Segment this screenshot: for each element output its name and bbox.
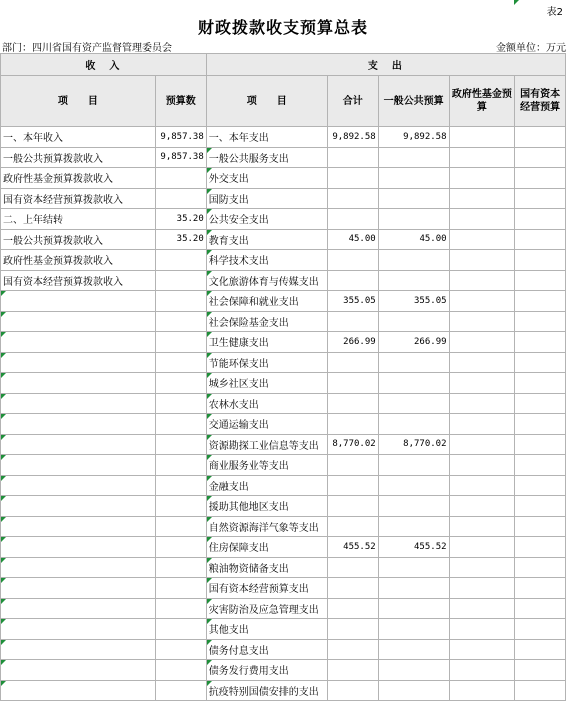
expense-item-cell[interactable]: 商业服务业等支出 (206, 455, 327, 476)
income-item-cell[interactable]: 政府性基金预算拨款收入 (1, 250, 156, 271)
general-budget-cell[interactable]: 455.52 (378, 537, 449, 558)
expense-group-header: 支 出 (206, 54, 565, 76)
table-row (1, 393, 566, 414)
expense-item-header: 项 目 (206, 76, 327, 127)
income-amount-cell[interactable] (155, 332, 206, 353)
state-capital-budget-cell[interactable] (515, 475, 566, 496)
expense-item-cell[interactable]: 节能环保支出 (206, 352, 327, 373)
income-amount-cell[interactable] (155, 250, 206, 271)
general-budget-cell[interactable] (378, 270, 449, 291)
gov-fund-budget-cell[interactable] (449, 168, 515, 189)
income-amount-cell[interactable] (155, 434, 206, 455)
state-capital-budget-cell[interactable] (515, 352, 566, 373)
general-budget-header: 一般公共预算 (378, 76, 449, 127)
department-label: 部门：四川省国有资产监督管理委员会 (2, 43, 172, 54)
table-row (1, 250, 566, 271)
general-budget-cell[interactable] (378, 598, 449, 619)
income-amount-cell[interactable] (155, 373, 206, 394)
expense-item-cell[interactable]: 国有资本经营预算支出 (206, 578, 327, 599)
expense-item-cell[interactable]: 资源勘探工业信息等支出 (206, 434, 327, 455)
income-item-cell[interactable]: 政府性基金预算拨款收入 (1, 168, 156, 189)
gov-fund-budget-cell[interactable] (449, 311, 515, 332)
general-budget-cell[interactable] (378, 209, 449, 230)
table-row (1, 229, 566, 250)
general-budget-cell[interactable] (378, 680, 449, 701)
state-capital-budget-cell[interactable] (515, 455, 566, 476)
state-capital-budget-cell[interactable] (515, 332, 566, 353)
gov-fund-budget-cell[interactable] (449, 127, 515, 148)
income-budget-header: 预算数 (155, 76, 206, 127)
expense-total-cell[interactable]: 45.00 (327, 229, 378, 250)
income-item-cell[interactable] (1, 414, 156, 435)
income-amount-cell[interactable] (155, 660, 206, 681)
state-capital-budget-cell[interactable] (515, 270, 566, 291)
state-capital-budget-cell[interactable] (515, 619, 566, 640)
income-amount-cell[interactable]: 35.20 (155, 229, 206, 250)
table-row (1, 188, 566, 209)
gov-fund-budget-cell[interactable] (449, 660, 515, 681)
gov-fund-budget-cell[interactable] (449, 332, 515, 353)
expense-item-cell[interactable]: 科学技术支出 (206, 250, 327, 271)
income-item-cell[interactable] (1, 516, 156, 537)
gov-fund-budget-cell[interactable] (449, 352, 515, 373)
expense-total-cell[interactable] (327, 352, 378, 373)
expense-total-cell[interactable] (327, 639, 378, 660)
state-capital-budget-cell[interactable] (515, 291, 566, 312)
table-row (1, 414, 566, 435)
expense-item-cell[interactable]: 一般公共服务支出 (206, 147, 327, 168)
expense-item-cell[interactable]: 住房保障支出 (206, 537, 327, 558)
expense-item-cell[interactable]: 农林水支出 (206, 393, 327, 414)
income-item-cell[interactable]: 一般公共预算拨款收入 (1, 229, 156, 250)
state-capital-budget-cell[interactable] (515, 147, 566, 168)
gov-fund-budget-cell[interactable] (449, 414, 515, 435)
general-budget-cell[interactable] (378, 147, 449, 168)
general-budget-cell[interactable] (378, 311, 449, 332)
general-budget-cell[interactable] (378, 188, 449, 209)
gov-fund-budget-cell[interactable] (449, 393, 515, 414)
state-capital-budget-cell[interactable] (515, 537, 566, 558)
gov-fund-budget-cell[interactable] (449, 557, 515, 578)
income-amount-cell[interactable] (155, 619, 206, 640)
expense-total-cell[interactable] (327, 373, 378, 394)
expense-total-cell[interactable] (327, 188, 378, 209)
gov-fund-budget-cell[interactable] (449, 475, 515, 496)
expense-total-cell[interactable] (327, 147, 378, 168)
income-group-header: 收 入 (1, 54, 207, 76)
expense-item-cell[interactable]: 社会保障和就业支出 (206, 291, 327, 312)
expense-item-cell[interactable]: 社会保险基金支出 (206, 311, 327, 332)
income-amount-cell[interactable] (155, 639, 206, 660)
expense-total-cell[interactable] (327, 578, 378, 599)
expense-total-cell[interactable] (327, 168, 378, 189)
general-budget-cell[interactable]: 9,892.58 (378, 127, 449, 148)
state-capital-budget-cell[interactable] (515, 496, 566, 517)
gov-fund-budget-cell[interactable] (449, 578, 515, 599)
table-row (1, 639, 566, 660)
header-row-groups (1, 54, 566, 76)
general-budget-cell[interactable] (378, 660, 449, 681)
expense-total-cell[interactable]: 8,770.02 (327, 434, 378, 455)
gov-fund-budget-header: 政府性基金预算 (449, 76, 515, 127)
general-budget-cell[interactable] (378, 373, 449, 394)
table-row (1, 455, 566, 476)
income-item-cell[interactable] (1, 578, 156, 599)
income-amount-cell[interactable] (155, 188, 206, 209)
income-amount-cell[interactable] (155, 311, 206, 332)
table-row (1, 578, 566, 599)
income-amount-cell[interactable] (155, 414, 206, 435)
expense-item-cell[interactable]: 文化旅游体育与传媒支出 (206, 270, 327, 291)
budget-table (0, 53, 566, 701)
expense-total-cell[interactable] (327, 557, 378, 578)
expense-total-cell[interactable] (327, 660, 378, 681)
income-amount-cell[interactable] (155, 270, 206, 291)
income-amount-cell[interactable] (155, 598, 206, 619)
income-amount-cell[interactable] (155, 475, 206, 496)
table-number: 表2 (546, 7, 563, 18)
state-capital-budget-cell[interactable] (515, 660, 566, 681)
general-budget-cell[interactable] (378, 352, 449, 373)
general-budget-cell[interactable] (378, 557, 449, 578)
income-item-cell[interactable]: 国有资本经营预算拨款收入 (1, 188, 156, 209)
income-item-cell[interactable] (1, 619, 156, 640)
income-item-cell[interactable] (1, 434, 156, 455)
expense-item-cell[interactable]: 灾害防治及应急管理支出 (206, 598, 327, 619)
income-item-cell[interactable] (1, 455, 156, 476)
state-capital-budget-cell[interactable] (515, 414, 566, 435)
table-row (1, 168, 566, 189)
gov-fund-budget-cell[interactable] (449, 188, 515, 209)
income-item-cell[interactable] (1, 393, 156, 414)
gov-fund-budget-cell[interactable] (449, 639, 515, 660)
expense-total-cell[interactable] (327, 270, 378, 291)
general-budget-cell[interactable] (378, 619, 449, 640)
expense-total-cell[interactable] (327, 414, 378, 435)
header-row-columns (1, 76, 566, 127)
table-row (1, 352, 566, 373)
income-item-cell[interactable] (1, 291, 156, 312)
income-item-cell[interactable] (1, 660, 156, 681)
expense-item-cell[interactable]: 城乡社区支出 (206, 373, 327, 394)
state-capital-budget-cell[interactable] (515, 209, 566, 230)
table-row (1, 127, 566, 148)
gov-fund-budget-cell[interactable] (449, 537, 515, 558)
expense-total-cell[interactable]: 455.52 (327, 537, 378, 558)
state-capital-budget-header: 国有资本经营预算 (515, 76, 566, 127)
expense-total-cell[interactable] (327, 311, 378, 332)
state-capital-budget-cell[interactable] (515, 188, 566, 209)
state-capital-budget-cell[interactable] (515, 578, 566, 599)
income-item-cell[interactable] (1, 475, 156, 496)
gov-fund-budget-cell[interactable] (449, 496, 515, 517)
income-item-cell[interactable]: 二、上年结转 (1, 209, 156, 230)
general-budget-cell[interactable] (378, 455, 449, 476)
general-budget-cell[interactable] (378, 578, 449, 599)
expense-item-cell[interactable]: 粮油物资储备支出 (206, 557, 327, 578)
gov-fund-budget-cell[interactable] (449, 291, 515, 312)
income-item-cell[interactable]: 一、本年收入 (1, 127, 156, 148)
state-capital-budget-cell[interactable] (515, 680, 566, 701)
expense-item-cell[interactable]: 其他支出 (206, 619, 327, 640)
income-item-cell[interactable] (1, 598, 156, 619)
expense-total-cell[interactable] (327, 250, 378, 271)
cell-comment-marker (514, 0, 519, 5)
expense-item-cell[interactable]: 抗疫特别国债安排的支出 (206, 680, 327, 701)
gov-fund-budget-cell[interactable] (449, 516, 515, 537)
income-amount-cell[interactable]: 35.20 (155, 209, 206, 230)
state-capital-budget-cell[interactable] (515, 127, 566, 148)
income-item-cell[interactable] (1, 537, 156, 558)
expense-total-cell[interactable]: 266.99 (327, 332, 378, 353)
state-capital-budget-cell[interactable] (515, 393, 566, 414)
general-budget-cell[interactable] (378, 414, 449, 435)
income-item-cell[interactable] (1, 373, 156, 394)
general-budget-cell[interactable] (378, 393, 449, 414)
gov-fund-budget-cell[interactable] (449, 209, 515, 230)
table-row (1, 373, 566, 394)
expense-item-cell[interactable]: 教育支出 (206, 229, 327, 250)
income-amount-cell[interactable] (155, 557, 206, 578)
income-item-cell[interactable]: 一般公共预算拨款收入 (1, 147, 156, 168)
income-amount-cell[interactable] (155, 537, 206, 558)
state-capital-budget-cell[interactable] (515, 311, 566, 332)
table-row (1, 537, 566, 558)
gov-fund-budget-cell[interactable] (449, 270, 515, 291)
expense-total-header: 合计 (327, 76, 378, 127)
state-capital-budget-cell[interactable] (515, 598, 566, 619)
income-item-header: 项 目 (1, 76, 156, 127)
expense-item-cell[interactable]: 卫生健康支出 (206, 332, 327, 353)
expense-item-cell[interactable]: 自然资源海洋气象等支出 (206, 516, 327, 537)
income-item-cell[interactable] (1, 311, 156, 332)
general-budget-cell[interactable] (378, 475, 449, 496)
state-capital-budget-cell[interactable] (515, 516, 566, 537)
income-amount-cell[interactable]: 9,857.38 (155, 147, 206, 168)
table-row (1, 434, 566, 455)
income-item-cell[interactable] (1, 496, 156, 517)
general-budget-cell[interactable] (378, 496, 449, 517)
income-item-cell[interactable] (1, 332, 156, 353)
table-row (1, 619, 566, 640)
income-item-cell[interactable]: 国有资本经营预算拨款收入 (1, 270, 156, 291)
page-title: 财政拨款收支预算总表 (197, 18, 368, 37)
expense-item-cell[interactable]: 国防支出 (206, 188, 327, 209)
income-item-cell[interactable] (1, 557, 156, 578)
state-capital-budget-cell[interactable] (515, 373, 566, 394)
gov-fund-budget-cell[interactable] (449, 229, 515, 250)
table-row (1, 332, 566, 353)
gov-fund-budget-cell[interactable] (449, 147, 515, 168)
income-amount-cell[interactable] (155, 578, 206, 599)
table-row (1, 598, 566, 619)
gov-fund-budget-cell[interactable] (449, 250, 515, 271)
gov-fund-budget-cell[interactable] (449, 373, 515, 394)
state-capital-budget-cell[interactable] (515, 434, 566, 455)
general-budget-cell[interactable]: 8,770.02 (378, 434, 449, 455)
income-amount-cell[interactable] (155, 168, 206, 189)
table-row (1, 680, 566, 701)
expense-item-cell[interactable]: 债务付息支出 (206, 639, 327, 660)
expense-total-cell[interactable] (327, 393, 378, 414)
expense-item-cell[interactable]: 一、本年支出 (206, 127, 327, 148)
expense-total-cell[interactable] (327, 619, 378, 640)
general-budget-cell[interactable]: 266.99 (378, 332, 449, 353)
expense-total-cell[interactable] (327, 496, 378, 517)
income-amount-cell[interactable] (155, 393, 206, 414)
expense-total-cell[interactable] (327, 475, 378, 496)
table-row (1, 475, 566, 496)
expense-total-cell[interactable]: 355.05 (327, 291, 378, 312)
general-budget-cell[interactable]: 45.00 (378, 229, 449, 250)
general-budget-cell[interactable] (378, 516, 449, 537)
state-capital-budget-cell[interactable] (515, 557, 566, 578)
general-budget-cell[interactable] (378, 639, 449, 660)
expense-total-cell[interactable] (327, 209, 378, 230)
unit-label: 金额单位：万元 (496, 43, 566, 54)
expense-item-cell[interactable]: 金融支出 (206, 475, 327, 496)
general-budget-cell[interactable] (378, 250, 449, 271)
expense-item-cell[interactable]: 外交支出 (206, 168, 327, 189)
income-amount-cell[interactable] (155, 516, 206, 537)
table-row (1, 209, 566, 230)
gov-fund-budget-cell[interactable] (449, 434, 515, 455)
expense-total-cell[interactable] (327, 455, 378, 476)
income-item-cell[interactable] (1, 352, 156, 373)
table-row (1, 270, 566, 291)
table-row (1, 496, 566, 517)
income-item-cell[interactable] (1, 639, 156, 660)
gov-fund-budget-cell[interactable] (449, 598, 515, 619)
gov-fund-budget-cell[interactable] (449, 455, 515, 476)
gov-fund-budget-cell[interactable] (449, 680, 515, 701)
table-row (1, 557, 566, 578)
expense-total-cell[interactable] (327, 680, 378, 701)
expense-item-cell[interactable]: 交通运输支出 (206, 414, 327, 435)
expense-item-cell[interactable]: 公共安全支出 (206, 209, 327, 230)
table-row (1, 147, 566, 168)
state-capital-budget-cell[interactable] (515, 250, 566, 271)
income-item-cell[interactable] (1, 680, 156, 701)
table-row (1, 291, 566, 312)
state-capital-budget-cell[interactable] (515, 229, 566, 250)
table-row (1, 311, 566, 332)
income-amount-cell[interactable] (155, 352, 206, 373)
gov-fund-budget-cell[interactable] (449, 619, 515, 640)
income-amount-cell[interactable] (155, 496, 206, 517)
expense-total-cell[interactable] (327, 516, 378, 537)
state-capital-budget-cell[interactable] (515, 168, 566, 189)
income-amount-cell[interactable] (155, 455, 206, 476)
income-amount-cell[interactable] (155, 291, 206, 312)
income-amount-cell[interactable] (155, 680, 206, 701)
expense-item-cell[interactable]: 援助其他地区支出 (206, 496, 327, 517)
expense-item-cell[interactable]: 债务发行费用支出 (206, 660, 327, 681)
general-budget-cell[interactable] (378, 168, 449, 189)
state-capital-budget-cell[interactable] (515, 639, 566, 660)
expense-total-cell[interactable]: 9,892.58 (327, 127, 378, 148)
general-budget-cell[interactable]: 355.05 (378, 291, 449, 312)
table-row (1, 660, 566, 681)
income-amount-cell[interactable]: 9,857.38 (155, 127, 206, 148)
expense-total-cell[interactable] (327, 598, 378, 619)
table-row (1, 516, 566, 537)
